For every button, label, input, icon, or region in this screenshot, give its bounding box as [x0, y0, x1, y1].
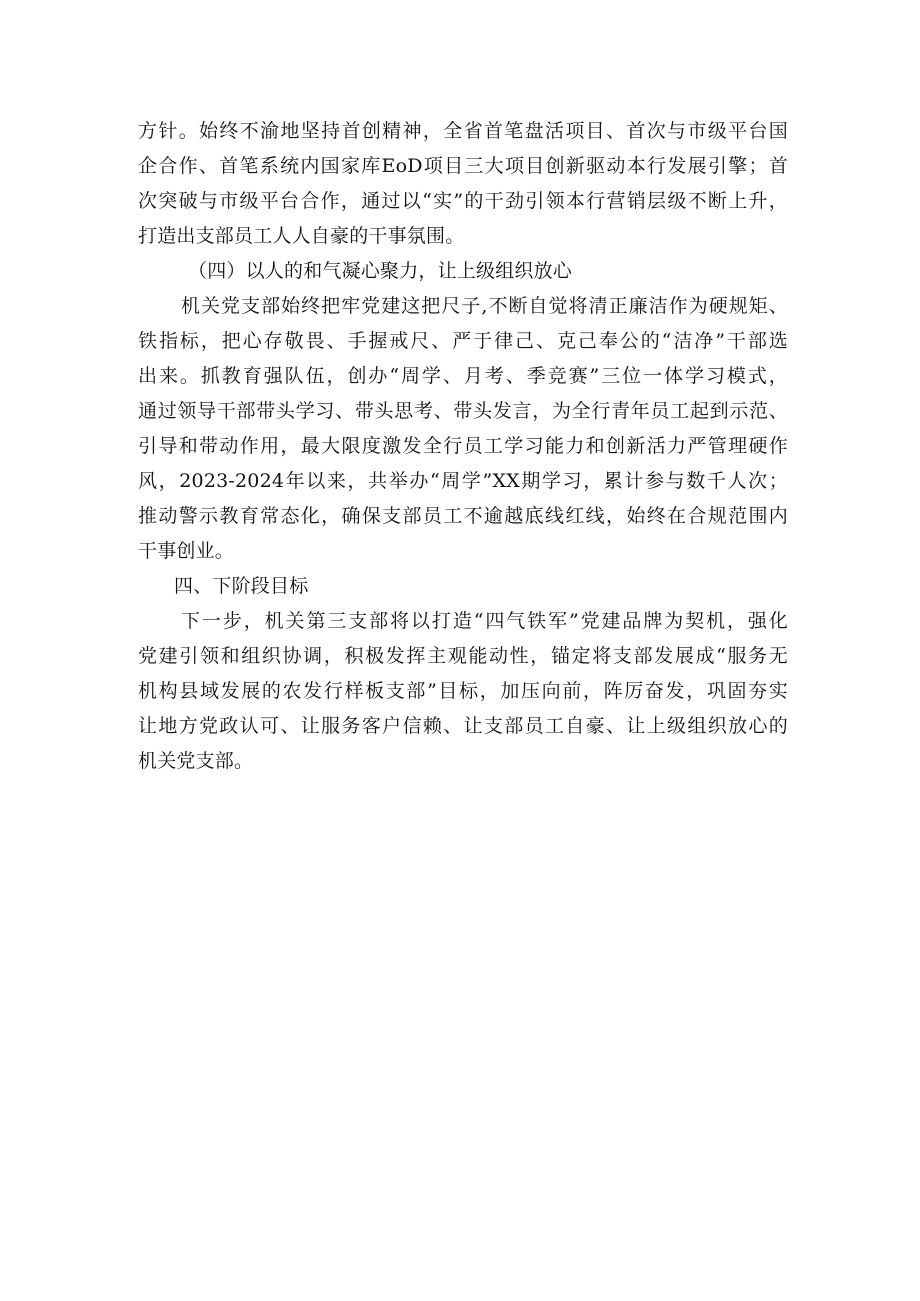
text-line: 机关党支部始终把牢党建这把尺子,不断自觉将清正廉洁作为硬规矩、 [181, 295, 788, 317]
text-line: 方针。始终不渝地坚持首创精神，全省首笔盘活项目、首次与市级平台国 [138, 120, 788, 142]
text-line: 出来。抓教育强队伍，创办“周学、月考、季竞赛”三位一体学习模式， [138, 365, 788, 387]
text-line: 引导和带动作用，最大限度激发全行员工学习能力和创新活力严管理硬作 [138, 435, 788, 457]
text-line: 机关党支部。 [138, 750, 254, 772]
document-body [138, 114, 788, 779]
text-line: 让地方党政认可、让服务客户信赖、让支部员工自豪、让上级组织放心的 [138, 715, 788, 737]
text-line: 推动警示教育常态化，确保支部员工不逾越底线红线，始终在合规范围内 [138, 505, 788, 527]
text-line: 机构县域发展的农发行样板支部”目标，加压向前，阵厉奋发，巩固夯实 [138, 680, 788, 702]
text-line: 党建引领和组织协调，积极发挥主观能动性，锚定将支部发展成“服务无 [138, 645, 788, 667]
text-line: 打造出支部员工人人自豪的干事氛围。 [138, 225, 465, 247]
text-line: 下一步，机关第三支部将以打造“四气铁军”党建品牌为契机，强化 [181, 610, 788, 632]
paragraph-integrity [138, 289, 788, 569]
text-line: 次突破与市级平台合作，通过以“实”的干劲引领本行营销层级不断上升， [138, 190, 788, 212]
text-line: 风，2023-2024年以来，共举办“周学”XX期学习，累计参与数千人次； [138, 470, 788, 492]
text-line: 铁指标，把心存敬畏、手握戒尺、严于律己、克己奉公的“洁净”干部选 [138, 330, 788, 352]
text-line: 企合作、首笔系统内国家库EoD项目三大项目创新驱动本行发展引擎；首 [138, 155, 788, 177]
subsection-heading: （四）以人的和气凝心聚力，让上级组织放心 [188, 260, 573, 282]
text-line: 通过领导干部带头学习、带头思考、带头发言，为全行青年员工起到示范、 [138, 400, 788, 422]
text-line: 干事创业。 [138, 540, 235, 562]
paragraph-next-steps [138, 604, 788, 779]
paragraph-innovation [138, 114, 788, 254]
section-title: 四、下阶段目标 [174, 575, 309, 597]
